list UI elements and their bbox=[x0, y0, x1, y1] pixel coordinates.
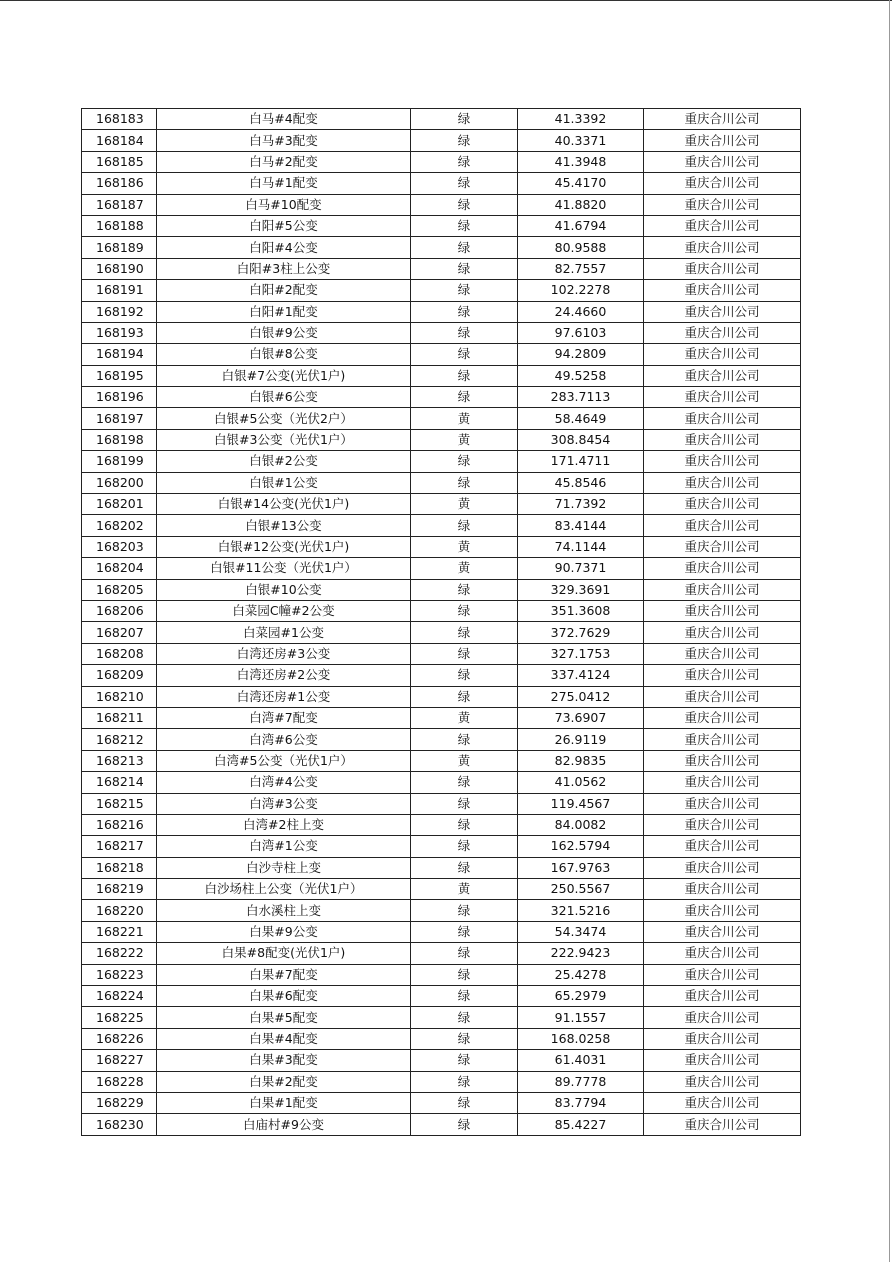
table-row bbox=[82, 622, 801, 643]
row-id-cell: 168198 bbox=[82, 429, 157, 450]
transformer-name-cell: 白庙村#9公变 bbox=[157, 1114, 411, 1135]
company-cell: 重庆合川公司 bbox=[644, 836, 801, 857]
status-color-cell: 黄 bbox=[411, 558, 518, 579]
status-color-cell: 绿 bbox=[411, 280, 518, 301]
status-color-cell: 绿 bbox=[411, 729, 518, 750]
table-row bbox=[82, 558, 801, 579]
value-cell: 58.4649 bbox=[518, 408, 644, 429]
transformer-name-cell: 白银#5公变（光伏2户） bbox=[157, 408, 411, 429]
table-row bbox=[82, 964, 801, 985]
company-cell: 重庆合川公司 bbox=[644, 194, 801, 215]
company-cell: 重庆合川公司 bbox=[644, 879, 801, 900]
row-id-cell: 168204 bbox=[82, 558, 157, 579]
value-cell: 40.3371 bbox=[518, 130, 644, 151]
value-cell: 372.7629 bbox=[518, 622, 644, 643]
value-cell: 91.1557 bbox=[518, 1007, 644, 1028]
row-id-cell: 168210 bbox=[82, 686, 157, 707]
status-color-cell: 绿 bbox=[411, 515, 518, 536]
table-row bbox=[82, 643, 801, 664]
status-color-cell: 绿 bbox=[411, 921, 518, 942]
status-color-cell: 绿 bbox=[411, 772, 518, 793]
row-id-cell: 168224 bbox=[82, 986, 157, 1007]
table-row bbox=[82, 921, 801, 942]
company-cell: 重庆合川公司 bbox=[644, 301, 801, 322]
status-color-cell: 黄 bbox=[411, 494, 518, 515]
status-color-cell: 绿 bbox=[411, 1071, 518, 1092]
transformer-name-cell: 白马#3配变 bbox=[157, 130, 411, 151]
transformer-name-cell: 白果#9公变 bbox=[157, 921, 411, 942]
transformer-name-cell: 白马#1配变 bbox=[157, 173, 411, 194]
value-cell: 119.4567 bbox=[518, 793, 644, 814]
value-cell: 82.9835 bbox=[518, 750, 644, 771]
table-row bbox=[82, 1092, 801, 1113]
status-color-cell: 绿 bbox=[411, 600, 518, 621]
table-row bbox=[82, 665, 801, 686]
row-id-cell: 168228 bbox=[82, 1071, 157, 1092]
table-row bbox=[82, 429, 801, 450]
transformer-name-cell: 白湾#5公变（光伏1户） bbox=[157, 750, 411, 771]
status-color-cell: 黄 bbox=[411, 408, 518, 429]
company-cell: 重庆合川公司 bbox=[644, 814, 801, 835]
row-id-cell: 168193 bbox=[82, 322, 157, 343]
value-cell: 84.0082 bbox=[518, 814, 644, 835]
page-right-edge bbox=[889, 0, 890, 1262]
company-cell: 重庆合川公司 bbox=[644, 943, 801, 964]
value-cell: 26.9119 bbox=[518, 729, 644, 750]
company-cell: 重庆合川公司 bbox=[644, 387, 801, 408]
company-cell: 重庆合川公司 bbox=[644, 750, 801, 771]
status-color-cell: 绿 bbox=[411, 900, 518, 921]
transformer-name-cell: 白阳#2配变 bbox=[157, 280, 411, 301]
transformer-table bbox=[81, 108, 801, 1136]
table-row bbox=[82, 879, 801, 900]
transformer-name-cell: 白银#8公变 bbox=[157, 344, 411, 365]
value-cell: 89.7778 bbox=[518, 1071, 644, 1092]
row-id-cell: 168194 bbox=[82, 344, 157, 365]
value-cell: 308.8454 bbox=[518, 429, 644, 450]
company-cell: 重庆合川公司 bbox=[644, 622, 801, 643]
transformer-name-cell: 白湾#1公变 bbox=[157, 836, 411, 857]
table-row bbox=[82, 1028, 801, 1049]
status-color-cell: 绿 bbox=[411, 964, 518, 985]
table-row bbox=[82, 772, 801, 793]
row-id-cell: 168212 bbox=[82, 729, 157, 750]
company-cell: 重庆合川公司 bbox=[644, 258, 801, 279]
table-row bbox=[82, 130, 801, 151]
table-row bbox=[82, 451, 801, 472]
row-id-cell: 168215 bbox=[82, 793, 157, 814]
row-id-cell: 168213 bbox=[82, 750, 157, 771]
row-id-cell: 168218 bbox=[82, 857, 157, 878]
company-cell: 重庆合川公司 bbox=[644, 237, 801, 258]
value-cell: 250.5567 bbox=[518, 879, 644, 900]
table-row bbox=[82, 258, 801, 279]
value-cell: 94.2809 bbox=[518, 344, 644, 365]
table-row bbox=[82, 900, 801, 921]
value-cell: 171.4711 bbox=[518, 451, 644, 472]
row-id-cell: 168187 bbox=[82, 194, 157, 215]
transformer-name-cell: 白湾#2柱上变 bbox=[157, 814, 411, 835]
company-cell: 重庆合川公司 bbox=[644, 1050, 801, 1071]
table-row bbox=[82, 109, 801, 130]
company-cell: 重庆合川公司 bbox=[644, 365, 801, 386]
company-cell: 重庆合川公司 bbox=[644, 130, 801, 151]
row-id-cell: 168230 bbox=[82, 1114, 157, 1135]
table-body bbox=[82, 109, 801, 1136]
company-cell: 重庆合川公司 bbox=[644, 686, 801, 707]
status-color-cell: 绿 bbox=[411, 194, 518, 215]
value-cell: 73.6907 bbox=[518, 707, 644, 728]
transformer-name-cell: 白马#4配变 bbox=[157, 109, 411, 130]
company-cell: 重庆合川公司 bbox=[644, 1071, 801, 1092]
row-id-cell: 168190 bbox=[82, 258, 157, 279]
table-row bbox=[82, 600, 801, 621]
status-color-cell: 绿 bbox=[411, 986, 518, 1007]
row-id-cell: 168196 bbox=[82, 387, 157, 408]
status-color-cell: 黄 bbox=[411, 707, 518, 728]
status-color-cell: 黄 bbox=[411, 879, 518, 900]
value-cell: 275.0412 bbox=[518, 686, 644, 707]
company-cell: 重庆合川公司 bbox=[644, 857, 801, 878]
row-id-cell: 168217 bbox=[82, 836, 157, 857]
value-cell: 41.8820 bbox=[518, 194, 644, 215]
status-color-cell: 绿 bbox=[411, 387, 518, 408]
transformer-name-cell: 白沙寺柱上变 bbox=[157, 857, 411, 878]
table-row bbox=[82, 1071, 801, 1092]
transformer-name-cell: 白阳#3柱上公变 bbox=[157, 258, 411, 279]
company-cell: 重庆合川公司 bbox=[644, 1114, 801, 1135]
value-cell: 337.4124 bbox=[518, 665, 644, 686]
table-row bbox=[82, 729, 801, 750]
transformer-name-cell: 白湾还房#1公变 bbox=[157, 686, 411, 707]
transformer-name-cell: 白沙场柱上公变（光伏1户） bbox=[157, 879, 411, 900]
transformer-name-cell: 白银#6公变 bbox=[157, 387, 411, 408]
transformer-name-cell: 白银#3公变（光伏1户） bbox=[157, 429, 411, 450]
company-cell: 重庆合川公司 bbox=[644, 109, 801, 130]
company-cell: 重庆合川公司 bbox=[644, 1028, 801, 1049]
company-cell: 重庆合川公司 bbox=[644, 643, 801, 664]
company-cell: 重庆合川公司 bbox=[644, 408, 801, 429]
status-color-cell: 绿 bbox=[411, 151, 518, 172]
table-row bbox=[82, 1007, 801, 1028]
row-id-cell: 168188 bbox=[82, 215, 157, 236]
status-color-cell: 绿 bbox=[411, 237, 518, 258]
value-cell: 80.9588 bbox=[518, 237, 644, 258]
value-cell: 167.9763 bbox=[518, 857, 644, 878]
value-cell: 321.5216 bbox=[518, 900, 644, 921]
row-id-cell: 168200 bbox=[82, 472, 157, 493]
value-cell: 85.4227 bbox=[518, 1114, 644, 1135]
company-cell: 重庆合川公司 bbox=[644, 707, 801, 728]
row-id-cell: 168220 bbox=[82, 900, 157, 921]
table-row bbox=[82, 986, 801, 1007]
table-row bbox=[82, 707, 801, 728]
status-color-cell: 绿 bbox=[411, 109, 518, 130]
company-cell: 重庆合川公司 bbox=[644, 429, 801, 450]
value-cell: 283.7113 bbox=[518, 387, 644, 408]
company-cell: 重庆合川公司 bbox=[644, 280, 801, 301]
company-cell: 重庆合川公司 bbox=[644, 472, 801, 493]
status-color-cell: 绿 bbox=[411, 1028, 518, 1049]
company-cell: 重庆合川公司 bbox=[644, 515, 801, 536]
value-cell: 71.7392 bbox=[518, 494, 644, 515]
table-row bbox=[82, 194, 801, 215]
status-color-cell: 绿 bbox=[411, 472, 518, 493]
status-color-cell: 绿 bbox=[411, 579, 518, 600]
status-color-cell: 绿 bbox=[411, 793, 518, 814]
transformer-name-cell: 白马#2配变 bbox=[157, 151, 411, 172]
company-cell: 重庆合川公司 bbox=[644, 536, 801, 557]
value-cell: 65.2979 bbox=[518, 986, 644, 1007]
company-cell: 重庆合川公司 bbox=[644, 921, 801, 942]
value-cell: 351.3608 bbox=[518, 600, 644, 621]
table-row bbox=[82, 515, 801, 536]
status-color-cell: 绿 bbox=[411, 857, 518, 878]
transformer-name-cell: 白果#2配变 bbox=[157, 1071, 411, 1092]
status-color-cell: 绿 bbox=[411, 301, 518, 322]
status-color-cell: 绿 bbox=[411, 215, 518, 236]
transformer-name-cell: 白湾#7配变 bbox=[157, 707, 411, 728]
transformer-name-cell: 白银#7公变(光伏1户) bbox=[157, 365, 411, 386]
row-id-cell: 168219 bbox=[82, 879, 157, 900]
status-color-cell: 绿 bbox=[411, 173, 518, 194]
value-cell: 327.1753 bbox=[518, 643, 644, 664]
company-cell: 重庆合川公司 bbox=[644, 151, 801, 172]
table-row bbox=[82, 472, 801, 493]
transformer-name-cell: 白果#4配变 bbox=[157, 1028, 411, 1049]
value-cell: 90.7371 bbox=[518, 558, 644, 579]
value-cell: 24.4660 bbox=[518, 301, 644, 322]
status-color-cell: 绿 bbox=[411, 622, 518, 643]
transformer-name-cell: 白银#14公变(光伏1户) bbox=[157, 494, 411, 515]
status-color-cell: 绿 bbox=[411, 1114, 518, 1135]
row-id-cell: 168183 bbox=[82, 109, 157, 130]
transformer-name-cell: 白果#8配变(光伏1户) bbox=[157, 943, 411, 964]
row-id-cell: 168222 bbox=[82, 943, 157, 964]
row-id-cell: 168197 bbox=[82, 408, 157, 429]
table-row bbox=[82, 943, 801, 964]
status-color-cell: 绿 bbox=[411, 1050, 518, 1071]
company-cell: 重庆合川公司 bbox=[644, 900, 801, 921]
value-cell: 83.4144 bbox=[518, 515, 644, 536]
status-color-cell: 绿 bbox=[411, 665, 518, 686]
row-id-cell: 168216 bbox=[82, 814, 157, 835]
table-row bbox=[82, 237, 801, 258]
table-row bbox=[82, 387, 801, 408]
value-cell: 41.3948 bbox=[518, 151, 644, 172]
transformer-name-cell: 白银#9公变 bbox=[157, 322, 411, 343]
company-cell: 重庆合川公司 bbox=[644, 793, 801, 814]
transformer-name-cell: 白湾#6公变 bbox=[157, 729, 411, 750]
transformer-name-cell: 白菜园#1公变 bbox=[157, 622, 411, 643]
page-top-edge bbox=[0, 0, 892, 1]
table-row bbox=[82, 173, 801, 194]
value-cell: 97.6103 bbox=[518, 322, 644, 343]
status-color-cell: 绿 bbox=[411, 258, 518, 279]
status-color-cell: 黄 bbox=[411, 429, 518, 450]
row-id-cell: 168211 bbox=[82, 707, 157, 728]
table-row bbox=[82, 793, 801, 814]
company-cell: 重庆合川公司 bbox=[644, 215, 801, 236]
value-cell: 222.9423 bbox=[518, 943, 644, 964]
table-row bbox=[82, 1050, 801, 1071]
table-row bbox=[82, 215, 801, 236]
company-cell: 重庆合川公司 bbox=[644, 964, 801, 985]
transformer-name-cell: 白湾还房#2公变 bbox=[157, 665, 411, 686]
company-cell: 重庆合川公司 bbox=[644, 344, 801, 365]
status-color-cell: 绿 bbox=[411, 1092, 518, 1113]
transformer-name-cell: 白马#10配变 bbox=[157, 194, 411, 215]
table-row bbox=[82, 280, 801, 301]
table-row bbox=[82, 579, 801, 600]
company-cell: 重庆合川公司 bbox=[644, 173, 801, 194]
value-cell: 102.2278 bbox=[518, 280, 644, 301]
company-cell: 重庆合川公司 bbox=[644, 600, 801, 621]
value-cell: 45.8546 bbox=[518, 472, 644, 493]
value-cell: 41.6794 bbox=[518, 215, 644, 236]
row-id-cell: 168227 bbox=[82, 1050, 157, 1071]
row-id-cell: 168205 bbox=[82, 579, 157, 600]
value-cell: 74.1144 bbox=[518, 536, 644, 557]
row-id-cell: 168229 bbox=[82, 1092, 157, 1113]
transformer-name-cell: 白湾#3公变 bbox=[157, 793, 411, 814]
row-id-cell: 168221 bbox=[82, 921, 157, 942]
row-id-cell: 168184 bbox=[82, 130, 157, 151]
company-cell: 重庆合川公司 bbox=[644, 322, 801, 343]
value-cell: 49.5258 bbox=[518, 365, 644, 386]
table-row bbox=[82, 301, 801, 322]
table-row bbox=[82, 857, 801, 878]
row-id-cell: 168208 bbox=[82, 643, 157, 664]
row-id-cell: 168223 bbox=[82, 964, 157, 985]
status-color-cell: 绿 bbox=[411, 322, 518, 343]
value-cell: 45.4170 bbox=[518, 173, 644, 194]
transformer-name-cell: 白果#7配变 bbox=[157, 964, 411, 985]
table-row bbox=[82, 494, 801, 515]
value-cell: 41.3392 bbox=[518, 109, 644, 130]
company-cell: 重庆合川公司 bbox=[644, 665, 801, 686]
row-id-cell: 168201 bbox=[82, 494, 157, 515]
transformer-name-cell: 白银#12公变(光伏1户) bbox=[157, 536, 411, 557]
row-id-cell: 168206 bbox=[82, 600, 157, 621]
status-color-cell: 绿 bbox=[411, 365, 518, 386]
table-row bbox=[82, 344, 801, 365]
company-cell: 重庆合川公司 bbox=[644, 1092, 801, 1113]
value-cell: 54.3474 bbox=[518, 921, 644, 942]
transformer-name-cell: 白果#5配变 bbox=[157, 1007, 411, 1028]
status-color-cell: 绿 bbox=[411, 130, 518, 151]
company-cell: 重庆合川公司 bbox=[644, 729, 801, 750]
table-row bbox=[82, 814, 801, 835]
value-cell: 162.5794 bbox=[518, 836, 644, 857]
transformer-name-cell: 白菜园C幢#2公变 bbox=[157, 600, 411, 621]
row-id-cell: 168199 bbox=[82, 451, 157, 472]
table-row bbox=[82, 686, 801, 707]
value-cell: 61.4031 bbox=[518, 1050, 644, 1071]
table-row bbox=[82, 750, 801, 771]
transformer-name-cell: 白阳#1配变 bbox=[157, 301, 411, 322]
row-id-cell: 168189 bbox=[82, 237, 157, 258]
value-cell: 329.3691 bbox=[518, 579, 644, 600]
company-cell: 重庆合川公司 bbox=[644, 986, 801, 1007]
value-cell: 82.7557 bbox=[518, 258, 644, 279]
transformer-name-cell: 白果#3配变 bbox=[157, 1050, 411, 1071]
row-id-cell: 168195 bbox=[82, 365, 157, 386]
company-cell: 重庆合川公司 bbox=[644, 579, 801, 600]
status-color-cell: 绿 bbox=[411, 643, 518, 664]
company-cell: 重庆合川公司 bbox=[644, 1007, 801, 1028]
transformer-name-cell: 白银#2公变 bbox=[157, 451, 411, 472]
value-cell: 25.4278 bbox=[518, 964, 644, 985]
transformer-name-cell: 白果#6配变 bbox=[157, 986, 411, 1007]
status-color-cell: 绿 bbox=[411, 814, 518, 835]
transformer-name-cell: 白湾#4公变 bbox=[157, 772, 411, 793]
status-color-cell: 绿 bbox=[411, 451, 518, 472]
table-row bbox=[82, 151, 801, 172]
table-row bbox=[82, 322, 801, 343]
status-color-cell: 绿 bbox=[411, 686, 518, 707]
row-id-cell: 168186 bbox=[82, 173, 157, 194]
table-row bbox=[82, 536, 801, 557]
value-cell: 168.0258 bbox=[518, 1028, 644, 1049]
row-id-cell: 168214 bbox=[82, 772, 157, 793]
status-color-cell: 黄 bbox=[411, 536, 518, 557]
row-id-cell: 168185 bbox=[82, 151, 157, 172]
row-id-cell: 168203 bbox=[82, 536, 157, 557]
company-cell: 重庆合川公司 bbox=[644, 558, 801, 579]
status-color-cell: 绿 bbox=[411, 943, 518, 964]
row-id-cell: 168192 bbox=[82, 301, 157, 322]
transformer-name-cell: 白银#10公变 bbox=[157, 579, 411, 600]
transformer-name-cell: 白银#13公变 bbox=[157, 515, 411, 536]
value-cell: 83.7794 bbox=[518, 1092, 644, 1113]
transformer-name-cell: 白果#1配变 bbox=[157, 1092, 411, 1113]
status-color-cell: 黄 bbox=[411, 750, 518, 771]
row-id-cell: 168202 bbox=[82, 515, 157, 536]
row-id-cell: 168225 bbox=[82, 1007, 157, 1028]
company-cell: 重庆合川公司 bbox=[644, 494, 801, 515]
table-row bbox=[82, 408, 801, 429]
row-id-cell: 168209 bbox=[82, 665, 157, 686]
status-color-cell: 绿 bbox=[411, 344, 518, 365]
row-id-cell: 168226 bbox=[82, 1028, 157, 1049]
transformer-name-cell: 白阳#4公变 bbox=[157, 237, 411, 258]
row-id-cell: 168191 bbox=[82, 280, 157, 301]
company-cell: 重庆合川公司 bbox=[644, 772, 801, 793]
transformer-name-cell: 白水溪柱上变 bbox=[157, 900, 411, 921]
transformer-name-cell: 白银#11公变（光伏1户） bbox=[157, 558, 411, 579]
status-color-cell: 绿 bbox=[411, 836, 518, 857]
table-row bbox=[82, 836, 801, 857]
value-cell: 41.0562 bbox=[518, 772, 644, 793]
transformer-name-cell: 白湾还房#3公变 bbox=[157, 643, 411, 664]
row-id-cell: 168207 bbox=[82, 622, 157, 643]
status-color-cell: 绿 bbox=[411, 1007, 518, 1028]
transformer-name-cell: 白银#1公变 bbox=[157, 472, 411, 493]
company-cell: 重庆合川公司 bbox=[644, 451, 801, 472]
transformer-name-cell: 白阳#5公变 bbox=[157, 215, 411, 236]
table-row bbox=[82, 365, 801, 386]
table-row bbox=[82, 1114, 801, 1135]
